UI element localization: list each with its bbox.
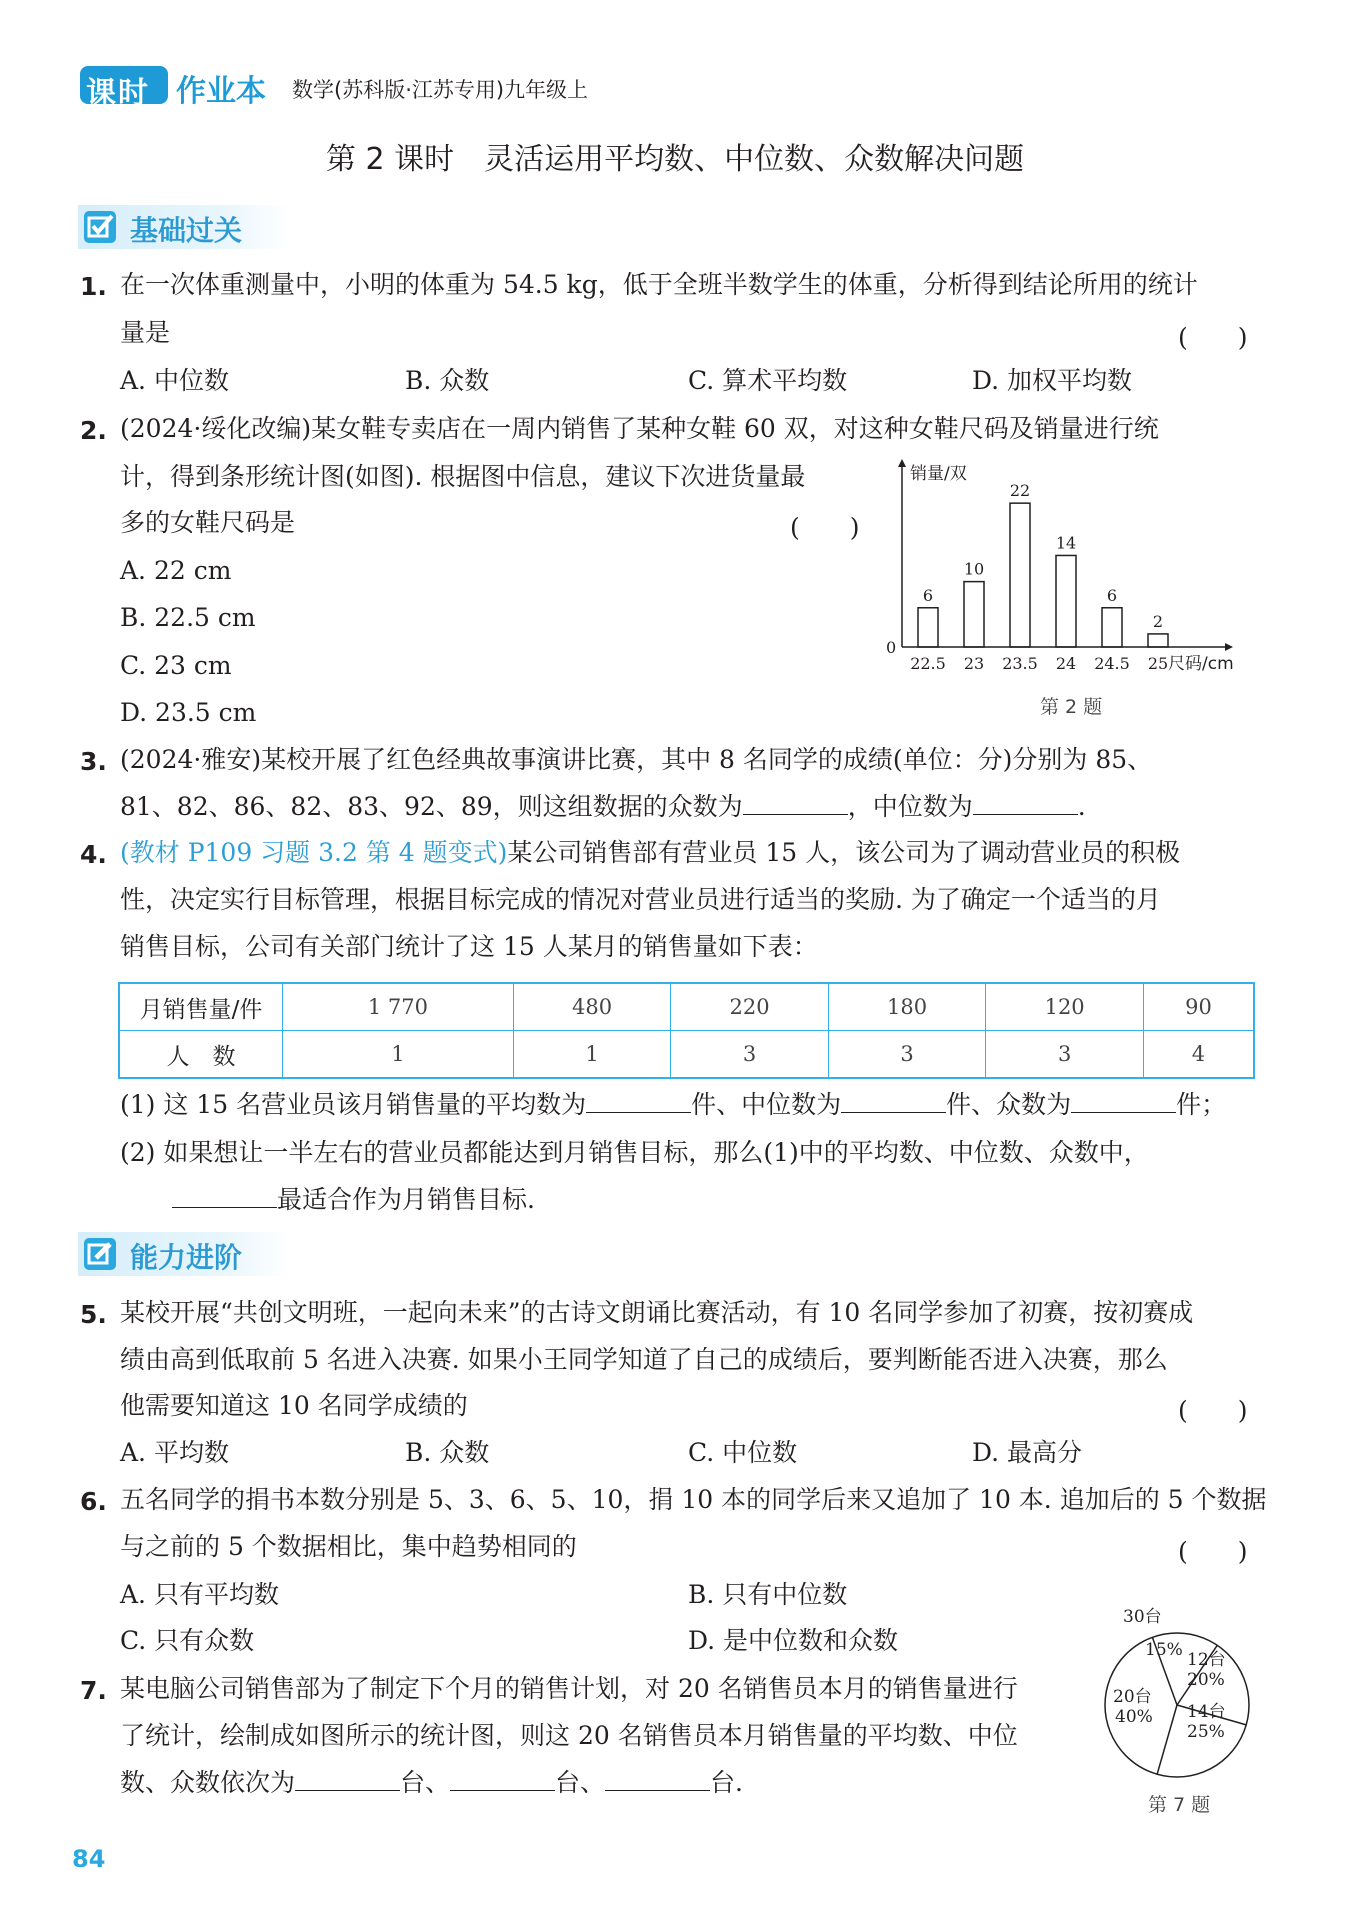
q7-figure-caption: 第 7 题	[1148, 1794, 1211, 1816]
bar	[918, 608, 938, 647]
table-cell: 3	[828, 1031, 986, 1079]
q5-line3: 他需要知道这 10 名同学成绩的	[120, 1391, 468, 1420]
slice-percent: 15%	[1145, 1640, 1183, 1660]
bar	[1010, 503, 1030, 647]
header-brand: 作业本	[176, 74, 266, 109]
y-axis-arrow	[898, 459, 906, 467]
table-row	[119, 983, 1254, 1031]
slice-percent: 25%	[1187, 1722, 1225, 1742]
slice-label: 20台	[1113, 1687, 1152, 1707]
q7-line2: 了统计，绘制成如图所示的统计图，则这 20 名销售员本月销售量的平均数、中位	[120, 1721, 1018, 1750]
q2-number: 2.	[80, 416, 107, 445]
sales-table	[118, 982, 1255, 1079]
slice-label: 12台	[1187, 1650, 1226, 1670]
table-cell: 220	[671, 983, 829, 1031]
table-header-sales: 月销售量/件	[119, 983, 283, 1031]
q6-option-d[interactable]: D. 是中位数和众数	[688, 1626, 899, 1655]
tick-label: 22.5	[910, 654, 946, 673]
section-basic-label: 基础过关	[130, 214, 243, 247]
q4-sub2: (2) 如果想让一半左右的营业员都能达到月销售目标，那么(1)中的平均数、中位数、众数中，	[120, 1138, 1149, 1167]
q5-option-b[interactable]: B. 众数	[405, 1438, 490, 1467]
q6-line2: 与之前的 5 个数据相比，集中趋势相同的	[120, 1532, 577, 1561]
table-cell: 1	[513, 1031, 671, 1079]
q4-line1	[120, 838, 1180, 868]
section-advanced	[78, 1232, 288, 1276]
q1-line1: 在一次体重测量中，小明的体重为 54.5 kg，低于全班半数学生的体重，分析得到结论所用的统计	[120, 270, 1198, 299]
q6-option-a[interactable]: A. 只有平均数	[120, 1580, 279, 1609]
table-cell: 90	[1143, 983, 1254, 1031]
table-cell: 3	[986, 1031, 1144, 1079]
data-label: 14	[1055, 533, 1077, 553]
q4-sub2-line2	[172, 1185, 535, 1215]
table-cell: 4	[1143, 1031, 1254, 1079]
q3-line1: (2024·雅安)某校开展了红色经典故事演讲比赛，其中 8 名同学的成绩(单位：分)分别为 85、	[120, 745, 1153, 774]
q5-option-d[interactable]: D. 最高分	[972, 1438, 1083, 1467]
tick-label: 23.5	[1002, 654, 1038, 673]
q4-sub2-part2: 最适合作为月销售目标.	[277, 1185, 535, 1214]
slice-percent: 40%	[1115, 1707, 1153, 1727]
q1-answer-paren[interactable]: ( )	[1178, 323, 1248, 352]
page-title: 第 2 课时 灵活运用平均数、中位数、众数解决问题	[325, 142, 1025, 177]
q2-option-a[interactable]: A. 22 cm	[120, 556, 232, 585]
data-label: 2	[1152, 611, 1164, 631]
table-cell: 1 770	[283, 983, 514, 1031]
section-basic	[78, 205, 288, 249]
q4-sub1	[120, 1090, 1226, 1120]
q4-sub1-part2: 件、中位数为	[691, 1090, 842, 1119]
q4-median-blank[interactable]	[841, 1090, 946, 1113]
q4-sub1-part1: (1) 这 15 名营业员该月销售量的平均数为	[120, 1090, 587, 1119]
q7-line3-part2: 台、	[400, 1768, 451, 1797]
q5-number: 5.	[80, 1300, 107, 1329]
table-cell: 180	[828, 983, 986, 1031]
slice-label: 30台	[1123, 1607, 1162, 1627]
y-axis-label: 销量/双	[910, 464, 967, 484]
tick-label: 25	[1147, 654, 1169, 673]
q4-sub1-part4: 件；	[1176, 1090, 1227, 1119]
q3-line2-part1: 81、82、86、82、83、92、89，则这组数据的众数为	[120, 792, 743, 821]
q6-line1: 五名同学的捐书本数分别是 5、3、6、5、10，捐 10 本的同学后来又追加了 10 本. 追加后的 5 个数据	[120, 1485, 1267, 1514]
q7-line3-part3: 台、	[555, 1768, 606, 1797]
q7-median-blank[interactable]	[450, 1768, 555, 1791]
q4-mode-blank[interactable]	[1071, 1090, 1176, 1113]
header-logo-text: 课时	[86, 76, 150, 111]
q5-line2: 绩由高到低取前 5 名进入决赛. 如果小王同学知道了自己的成绩后，要判断能否进入决赛，那么	[120, 1345, 1168, 1374]
q4-line3: 销售目标，公司有关部门统计了这 15 人某月的销售量如下表：	[120, 932, 818, 961]
bar	[964, 582, 984, 647]
q3-number: 3.	[80, 747, 107, 776]
q2-line2: 计，得到条形统计图(如图). 根据图中信息，建议下次进货量最	[120, 462, 806, 491]
data-label: 22	[1009, 481, 1031, 501]
slice-percent: 20%	[1187, 1670, 1225, 1690]
q3-line2-part2: ，中位数为	[847, 792, 973, 821]
q6-option-c[interactable]: C. 只有众数	[120, 1626, 255, 1655]
pencil-edit-icon	[84, 1238, 116, 1270]
q7-line3	[120, 1768, 743, 1798]
q2-option-c[interactable]: C. 23 cm	[120, 651, 232, 680]
q1-option-a[interactable]: A. 中位数	[120, 366, 229, 395]
q5-line1: 某校开展“共创文明班，一起向未来”的古诗文朗诵比赛活动，有 10 名同学参加了初赛，按初赛成	[120, 1298, 1194, 1327]
q4-mean-blank[interactable]	[586, 1090, 691, 1113]
q4-sub1-part3: 件、众数为	[946, 1090, 1072, 1119]
q4-target-blank[interactable]	[172, 1185, 277, 1208]
q5-option-c[interactable]: C. 中位数	[688, 1438, 798, 1467]
table-header-people: 人 数	[119, 1031, 283, 1079]
q3-line2	[120, 792, 1086, 822]
q6-number: 6.	[80, 1487, 107, 1516]
q2-figure-caption: 第 2 题	[1040, 696, 1103, 718]
table-cell: 480	[513, 983, 671, 1031]
bar	[1102, 608, 1122, 647]
origin-label: 0	[886, 638, 897, 657]
q3-mode-blank[interactable]	[743, 792, 848, 815]
q5-option-a[interactable]: A. 平均数	[120, 1438, 229, 1467]
q1-number: 1.	[80, 272, 107, 301]
q4-source: (教材 P109 习题 3.2 第 4 题变式)	[120, 838, 508, 867]
q1-line2: 量是	[120, 318, 171, 347]
data-label: 6	[1106, 585, 1118, 605]
table-cell: 3	[671, 1031, 829, 1079]
slice-label: 14台	[1187, 1702, 1226, 1722]
table-cell: 120	[986, 983, 1144, 1031]
q6-option-b[interactable]: B. 只有中位数	[688, 1580, 848, 1609]
x-axis-label: 尺码/cm	[1168, 654, 1234, 674]
header-logo	[80, 66, 168, 111]
q2-option-b[interactable]: B. 22.5 cm	[120, 603, 256, 632]
section-advanced-label: 能力进阶	[130, 1241, 243, 1274]
q2-line3: 多的女鞋尺码是	[120, 508, 296, 537]
slice-divider	[1157, 1705, 1177, 1774]
q7-line3-part4: 台.	[710, 1768, 743, 1797]
x-axis-arrow	[1225, 643, 1233, 651]
q4-line1-text: 某公司销售部有营业员 15 人，该公司为了调动营业员的积极	[507, 838, 1181, 867]
q7-mean-blank[interactable]	[295, 1768, 400, 1791]
q5-answer-paren[interactable]: ( )	[1178, 1396, 1248, 1425]
q1-option-d[interactable]: D. 加权平均数	[972, 366, 1133, 395]
tick-label: 24	[1055, 654, 1077, 673]
bar	[1056, 555, 1076, 647]
table-cell: 1	[283, 1031, 514, 1079]
q4-number: 4.	[80, 840, 107, 869]
q6-answer-paren[interactable]: ( )	[1178, 1537, 1248, 1566]
q2-option-d[interactable]: D. 23.5 cm	[120, 698, 257, 727]
bar-chart	[880, 455, 1270, 685]
q2-answer-paren[interactable]: ( )	[790, 513, 860, 542]
checkbox-icon	[84, 211, 116, 243]
tick-label: 24.5	[1094, 654, 1130, 673]
page-number: 84	[72, 1845, 106, 1873]
q3-line2-part3: .	[1077, 792, 1086, 821]
data-label: 6	[922, 585, 934, 605]
bar	[1148, 634, 1168, 647]
data-label: 10	[963, 559, 985, 579]
q7-mode-blank[interactable]	[605, 1768, 710, 1791]
q3-median-blank[interactable]	[973, 792, 1078, 815]
q4-line2: 性，决定实行目标管理，根据目标完成的情况对营业员进行适当的奖励. 为了确定一个适当的月	[120, 885, 1161, 914]
q2-line1: (2024·绥化改编)某女鞋专卖店在一周内销售了某种女鞋 60 双，对这种女鞋尺码及销量进行统	[120, 414, 1159, 443]
q7-number: 7.	[80, 1676, 107, 1705]
q1-option-b[interactable]: B. 众数	[405, 366, 490, 395]
q7-line1: 某电脑公司销售部为了制定下个月的销售计划，对 20 名销售员本月的销售量进行	[120, 1674, 1018, 1703]
tick-label: 23	[963, 654, 985, 673]
q7-line3-part1: 数、众数依次为	[120, 1768, 296, 1797]
q1-option-c[interactable]: C. 算术平均数	[688, 366, 848, 395]
table-row	[119, 1031, 1254, 1079]
pie-chart	[1095, 1600, 1260, 1790]
header-book-title: 数学(苏科版·江苏专用)九年级上	[292, 78, 589, 102]
